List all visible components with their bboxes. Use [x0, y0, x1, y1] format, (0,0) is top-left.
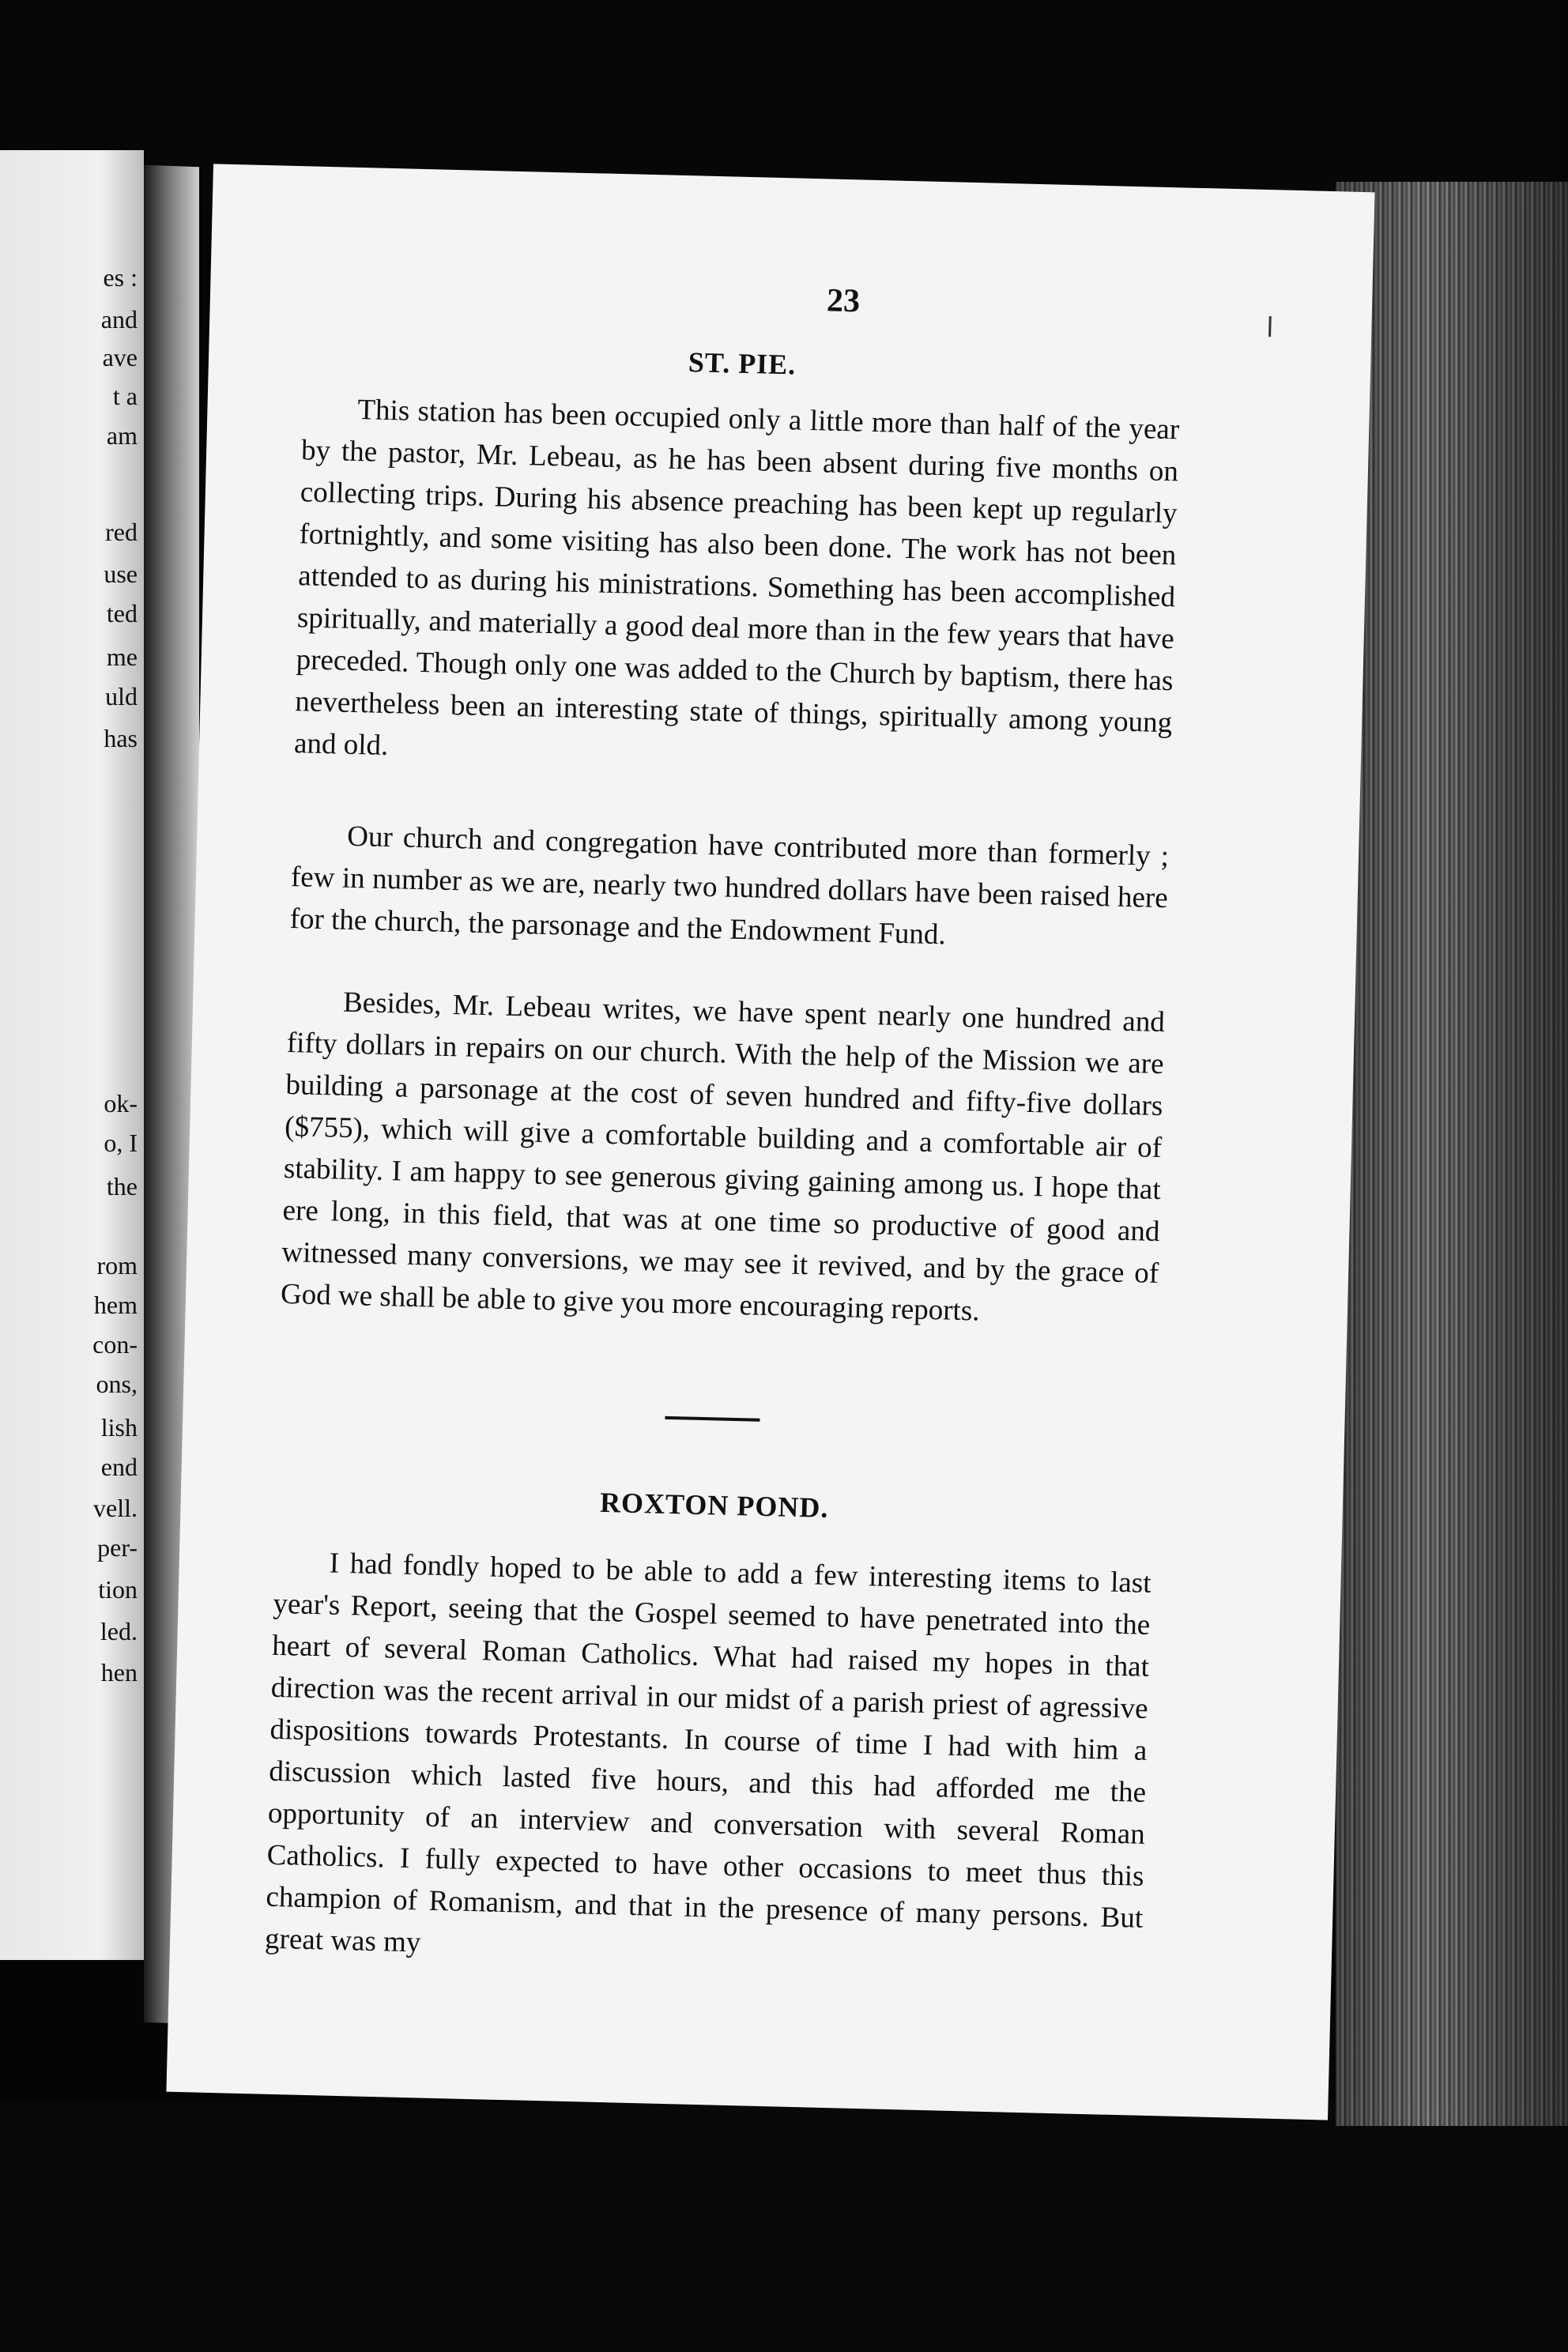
scan-background-bottom	[0, 2102, 1568, 2352]
left-page-fragment: per-	[97, 1533, 138, 1562]
left-page-fragment: red	[105, 518, 138, 546]
left-page-fragment: uld	[105, 682, 138, 710]
page-mark	[1268, 316, 1272, 337]
book-page	[166, 164, 1374, 2120]
left-page-fragment: vell.	[93, 1494, 138, 1522]
page-edges-shade	[1336, 182, 1568, 2126]
paragraph: Our church and congregation have contributed more than formerly ; few in number as we are, nearly two hundred dollars have been raised here for the church, the parsonage and the Endowment Fund.	[289, 820, 1170, 952]
section-heading-st-pie: ST. PIE.	[688, 346, 797, 381]
paragraph: Besides, Mr. Lebeau writes, we have spent nearly one hundred and fifty dollars in repairs on our church. With the help of the Mission we are building a parsonage at the cost of seven hundred and fifty-five dollars ($755), which will give a comfortable building and a comfortable air of stability. I am happy to see generous giving gaining among us. I hope that ere long, in this field, that was at one time so productive of good and witnessed many conversions, we may see it revived, and by the grace of God we shall be able to give you more encouraging reports.	[280, 986, 1166, 1328]
left-page-fragment: lish	[100, 1413, 138, 1442]
left-page-fragment: ave	[102, 343, 138, 371]
paragraph: I had fondly hoped to be able to add a few interesting items to last year's Report, seeing that the Gospel seemed to have penetrated into the heart of several Roman Catholics. What had raised my hopes in that direction was the recent arrival in our midst of a parish priest of agressive dispositions towards Protestants. In course of time I had with him a discussion which lasted five hours, and this had afforded me the opportunity of an interview and conversation with several Roman Catholics. I fully expected to have other occasions to meet thus this champion of Romanism, and that in the presence of many persons. But great was my	[264, 1547, 1152, 1959]
left-page-fragment: the	[106, 1172, 138, 1200]
left-page-fragment: es :	[103, 263, 138, 292]
left-page-fragment: con-	[92, 1330, 138, 1359]
paragraph: This station has been occupied only a little more than half of the year by the pastor, Mr. Lebeau, as he has been absent during five months on collecting trips. During his absence preaching has been kept up regularly fortnightly, and some visiting has also been done. The work has not been attended to as during his ministrations. Something has been accomplished spiritually, and materially a good deal more than in the few years that have preceded. Though only one was added to the Church by baptism, there has nevertheless been an interesting state of things, spiritually among young and old.	[293, 393, 1180, 763]
left-page-fragment: has	[104, 724, 138, 752]
left-page-fragment: am	[106, 421, 138, 450]
left-page-fragment: rom	[96, 1251, 138, 1280]
left-page-fragment: use	[104, 560, 138, 588]
left-page-fragment: me	[106, 643, 138, 671]
left-page-fragment: t a	[112, 382, 138, 410]
left-page-fragment: ons,	[96, 1370, 138, 1398]
left-page-fragment: hen	[100, 1658, 138, 1687]
left-page-fragment: and	[100, 305, 138, 334]
page-number: 23	[826, 282, 861, 320]
left-page-fragment: ted	[106, 599, 138, 628]
left-page-fragment: hem	[93, 1291, 138, 1319]
left-page-fragment: tion	[98, 1575, 138, 1604]
section-divider	[665, 1416, 760, 1422]
section-heading-roxton-pond: ROXTON POND.	[599, 1486, 829, 1524]
left-page-fragment: ok-	[104, 1089, 138, 1118]
previous-page-fragment	[0, 150, 144, 1960]
left-page-fragment: end	[100, 1453, 138, 1481]
left-page-fragment: o, I	[104, 1129, 138, 1157]
left-page-fragment: led.	[100, 1617, 138, 1645]
